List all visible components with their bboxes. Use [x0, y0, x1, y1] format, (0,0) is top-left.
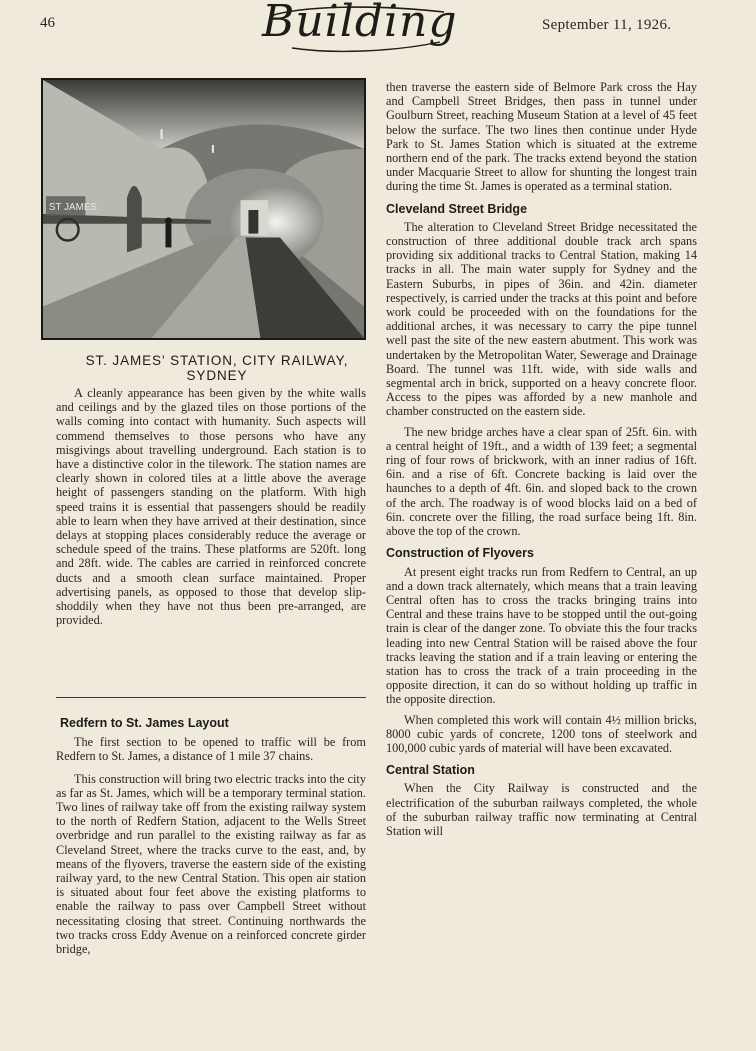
- paragraph-continuation: then traverse the eastern side of Belmore Park cross the Hay and Campbell Street Bridges, then pass in tunnel under Goulburn Street, reaching Museum Station at a level of 45 feet below the surface. The two lines then continue under Hyde Park to St. James Station which is situated at the extreme northern end of the park. The tracks extend beyond the station under Macquarie Street to allow for shunting the longest train during the time St. James is operated as a terminal station.: [386, 80, 697, 194]
- photo-station-sign: ST JAMES: [48, 201, 98, 213]
- photo-caption: [52, 353, 382, 383]
- paragraph-flyovers-2: When completed this work will contain 4½ million bricks, 8000 cubic yards of concrete, 1200 tons of steelwork and 100,000 cubic yards of material will have been excavated.: [386, 712, 697, 755]
- heading-flyovers: Construction of Flyovers: [386, 546, 534, 561]
- left-section: [56, 716, 366, 956]
- masthead: [262, 0, 458, 54]
- issue-date: September 11, 1926.: [542, 17, 672, 33]
- left-intro: [56, 386, 366, 627]
- paragraph-cleveland-1: The alteration to Cleveland Street Bridge necessitated the construction of three additional double track arch spans providing six additional tracks to Central Station, making 14 tracks in all. The main water supply for Sydney and the Eastern Suburbs, in pipes of 36in. and 42in. diameter respectively, is carried under the tracks at this point and before work could be proceeded with on the foundations for the additional arches, it was necessary to carry the pipe tunnel well past the site of the new eastern abutment. This work was undertaken by the Metropolitan Water, Sewerage and Drainage Board. The tunnel was 11ft. wide, with side walls and segmental arch in brick, supported on a heavy concrete floor. Access to the pipes was afforded by a new manhole and chamber constructed on the eastern side.: [386, 219, 697, 419]
- paragraph-flyovers-1: At present eight tracks run from Redfern to Central, an up and a down track alternately, which means that a train leaving Central often has to cross the tracks bringing trains into Central and these trains have to be stopped until the out-going train is clear of the danger zone. To obviate this the four tracks leading into new Central Station will be raised above the four tracks leaving the station and if a train leaving or entering the station has to cross the track of a train proceeding in the opposite direction, it can do so without holding up traffic in the opposite direction.: [386, 564, 697, 707]
- paragraph-construction: This construction will bring two electric tracks into the city as far as St. James, which will be a temporary terminal station. Two lines of railway take off from the existing railway system to the north of Redfern Station, adjacent to the Wells Street overbridge and run parallel to the existing railway as far as Cleveland Street, where the tracks curve to the east, and, by means of the flyovers, traverse the eastern side of the existing railway yard, to the new Central Station. This open air station is situated about four feet above the existing platforms to enable the railway to pass over Campbell Street without necessitating closing that street. Continuing northwards the two tracks cross Eddy Avenue on a reinforced concrete girder bridge,: [56, 771, 366, 957]
- heading-central-station: Central Station: [386, 763, 475, 778]
- section-divider: [56, 697, 366, 698]
- masthead-title: Building: [262, 0, 458, 47]
- right-column: [386, 80, 697, 838]
- heading-redfern-layout: Redfern to St. James Layout: [60, 716, 229, 730]
- paragraph-cleveland-2: The new bridge arches have a clear span of 25ft. 6in. with a central height of 19ft., and a width of 139 feet; a segmental ring of four rows of brickwork, with an inner radius of 16ft. 6in. and a rise of 6ft. Concrete backing is laid over the haunches to a depth of 4ft. 6in. and sloped back to the crown of the arch. The roadway is of wood blocks laid on a bed of 6in. concrete over the filling, the road surface being 1ft. 8in. above the top of the crown.: [386, 424, 697, 539]
- paragraph-central-station: When the City Railway is constructed and the electrification of the suburban railways completed, the whole of the suburban railway traffic now terminating at Central Station will: [386, 781, 697, 838]
- paragraph-first-section: The first section to be opened to traffic will be from Redfern to St. James, a distance of 1 mile 37 chains.: [56, 735, 366, 764]
- caption-line-1: ST. JAMES' STATION, CITY RAILWAY,: [85, 353, 349, 368]
- intro-paragraph: A cleanly appearance has been given by the white walls and ceilings and by the glazed tiles on those portions of the walls coming into contact with humanity. Such aspects will commend themselves to those persons who have any misgivings about travelling underground. Each station is to have a distinctive color in the tilework. The station names are clearly shown in colored tiles at a little above the average height of passengers standing on the platform. With high speed trains it is essential that passengers should be readily able to learn when they have arrived at their destination, since delays at stopping places considerably reduce the average or schedule speed of the trains. These platforms are 520ft. long and 28ft. wide. The cables are carried in reinforced concrete ducts and a smooth clean surface maintained. Proper advertising panels, as opposed to those that develop slip-shoddily when they have not thus been pre-arranged, are provided.: [56, 386, 366, 628]
- page-number: 46: [40, 15, 55, 31]
- caption-line-2: SYDNEY: [186, 368, 248, 383]
- heading-cleveland-bridge: Cleveland Street Bridge: [386, 201, 528, 216]
- station-photo: [41, 78, 366, 340]
